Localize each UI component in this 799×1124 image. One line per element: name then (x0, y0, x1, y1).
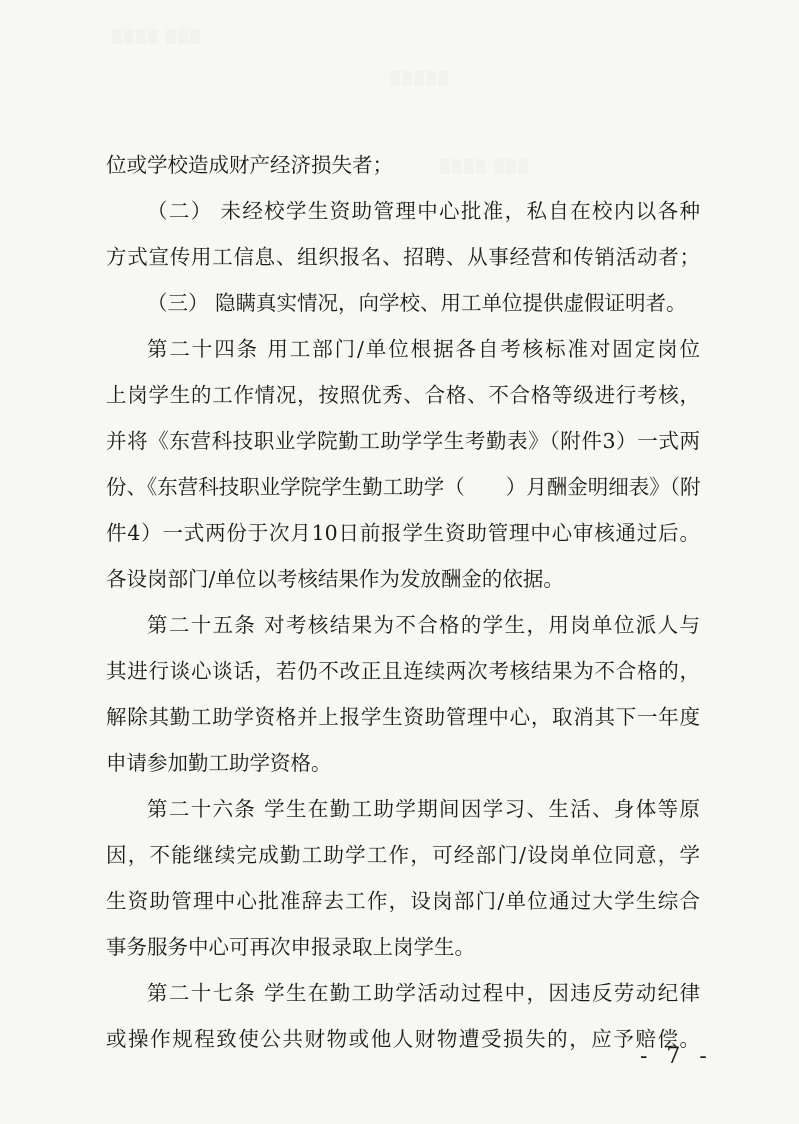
text-line: 方式宣传用工信息、组织报名、招聘、从事经营和传销活动者； (106, 245, 700, 269)
bleed-through-text: ▒▒▒▒ ▒▒▒ (112, 30, 203, 45)
text-line: 其进行谈心谈话，若仍不改正且连续两次考核结果为不合格的， (106, 659, 700, 683)
text-line: 或操作规程致使公共财物或他人财物遭受损失的，应予赔偿。 (106, 1027, 700, 1051)
bleed-through-text: ▒▒▒▒ ▒▒▒ (440, 160, 531, 175)
text-line: 上岗学生的工作情况，按照优秀、合格、不合格等级进行考核， (106, 383, 700, 407)
text-line: 因，不能继续完成勤工助学工作，可经部门/设岗单位同意，学 (106, 843, 700, 867)
text-line: 各设岗部门/单位以考核结果作为发放酬金的依据。 (106, 567, 564, 591)
text-line: 生资助管理中心批准辞去工作，设岗部门/单位通过大学生综合 (106, 889, 700, 913)
text-line: （三） 隐瞒真实情况，向学校、用工单位提供虚假证明者。 (147, 291, 687, 315)
article-26-heading-line: 第二十六条 学生在勤工助学期间因学习、生活、身体等原 (147, 797, 700, 821)
article-27-heading-line: 第二十七条 学生在勤工助学活动过程中，因违反劳动纪律 (147, 981, 700, 1005)
text-line: 事务服务中心可再次申报录取上岗学生。 (106, 935, 475, 959)
page-number: - 7 - (640, 1044, 713, 1069)
text-line: 解除其勤工助学资格并上报学生资助管理中心，取消其下一年度 (106, 705, 700, 729)
text-line: 件4）一式两份于次月10日前报学生资助管理中心审核通过后。 (106, 521, 700, 545)
document-body (106, 142, 700, 1062)
text-line: 并将《东营科技职业学院勤工助学学生考勤表》（附件3）一式两 (106, 429, 700, 453)
text-line: 申请参加勤工助学资格。 (106, 751, 332, 775)
article-25-heading-line: 第二十五条 对考核结果为不合格的学生，用岗单位派人与 (147, 613, 700, 637)
article-24-heading-line: 第二十四条 用工部门/单位根据各自考核标准对固定岗位 (147, 337, 700, 361)
bleed-through-text: ▒▒▒▒▒ (390, 72, 450, 87)
text-line: （二） 未经校学生资助管理中心批准，私自在校内以各种 (147, 199, 700, 223)
text-line: 位或学校造成财产经济损失者； (106, 153, 393, 177)
text-line: 份、《东营科技职业学院学生勤工助学（ ）月酬金明细表》（附 (106, 475, 700, 499)
